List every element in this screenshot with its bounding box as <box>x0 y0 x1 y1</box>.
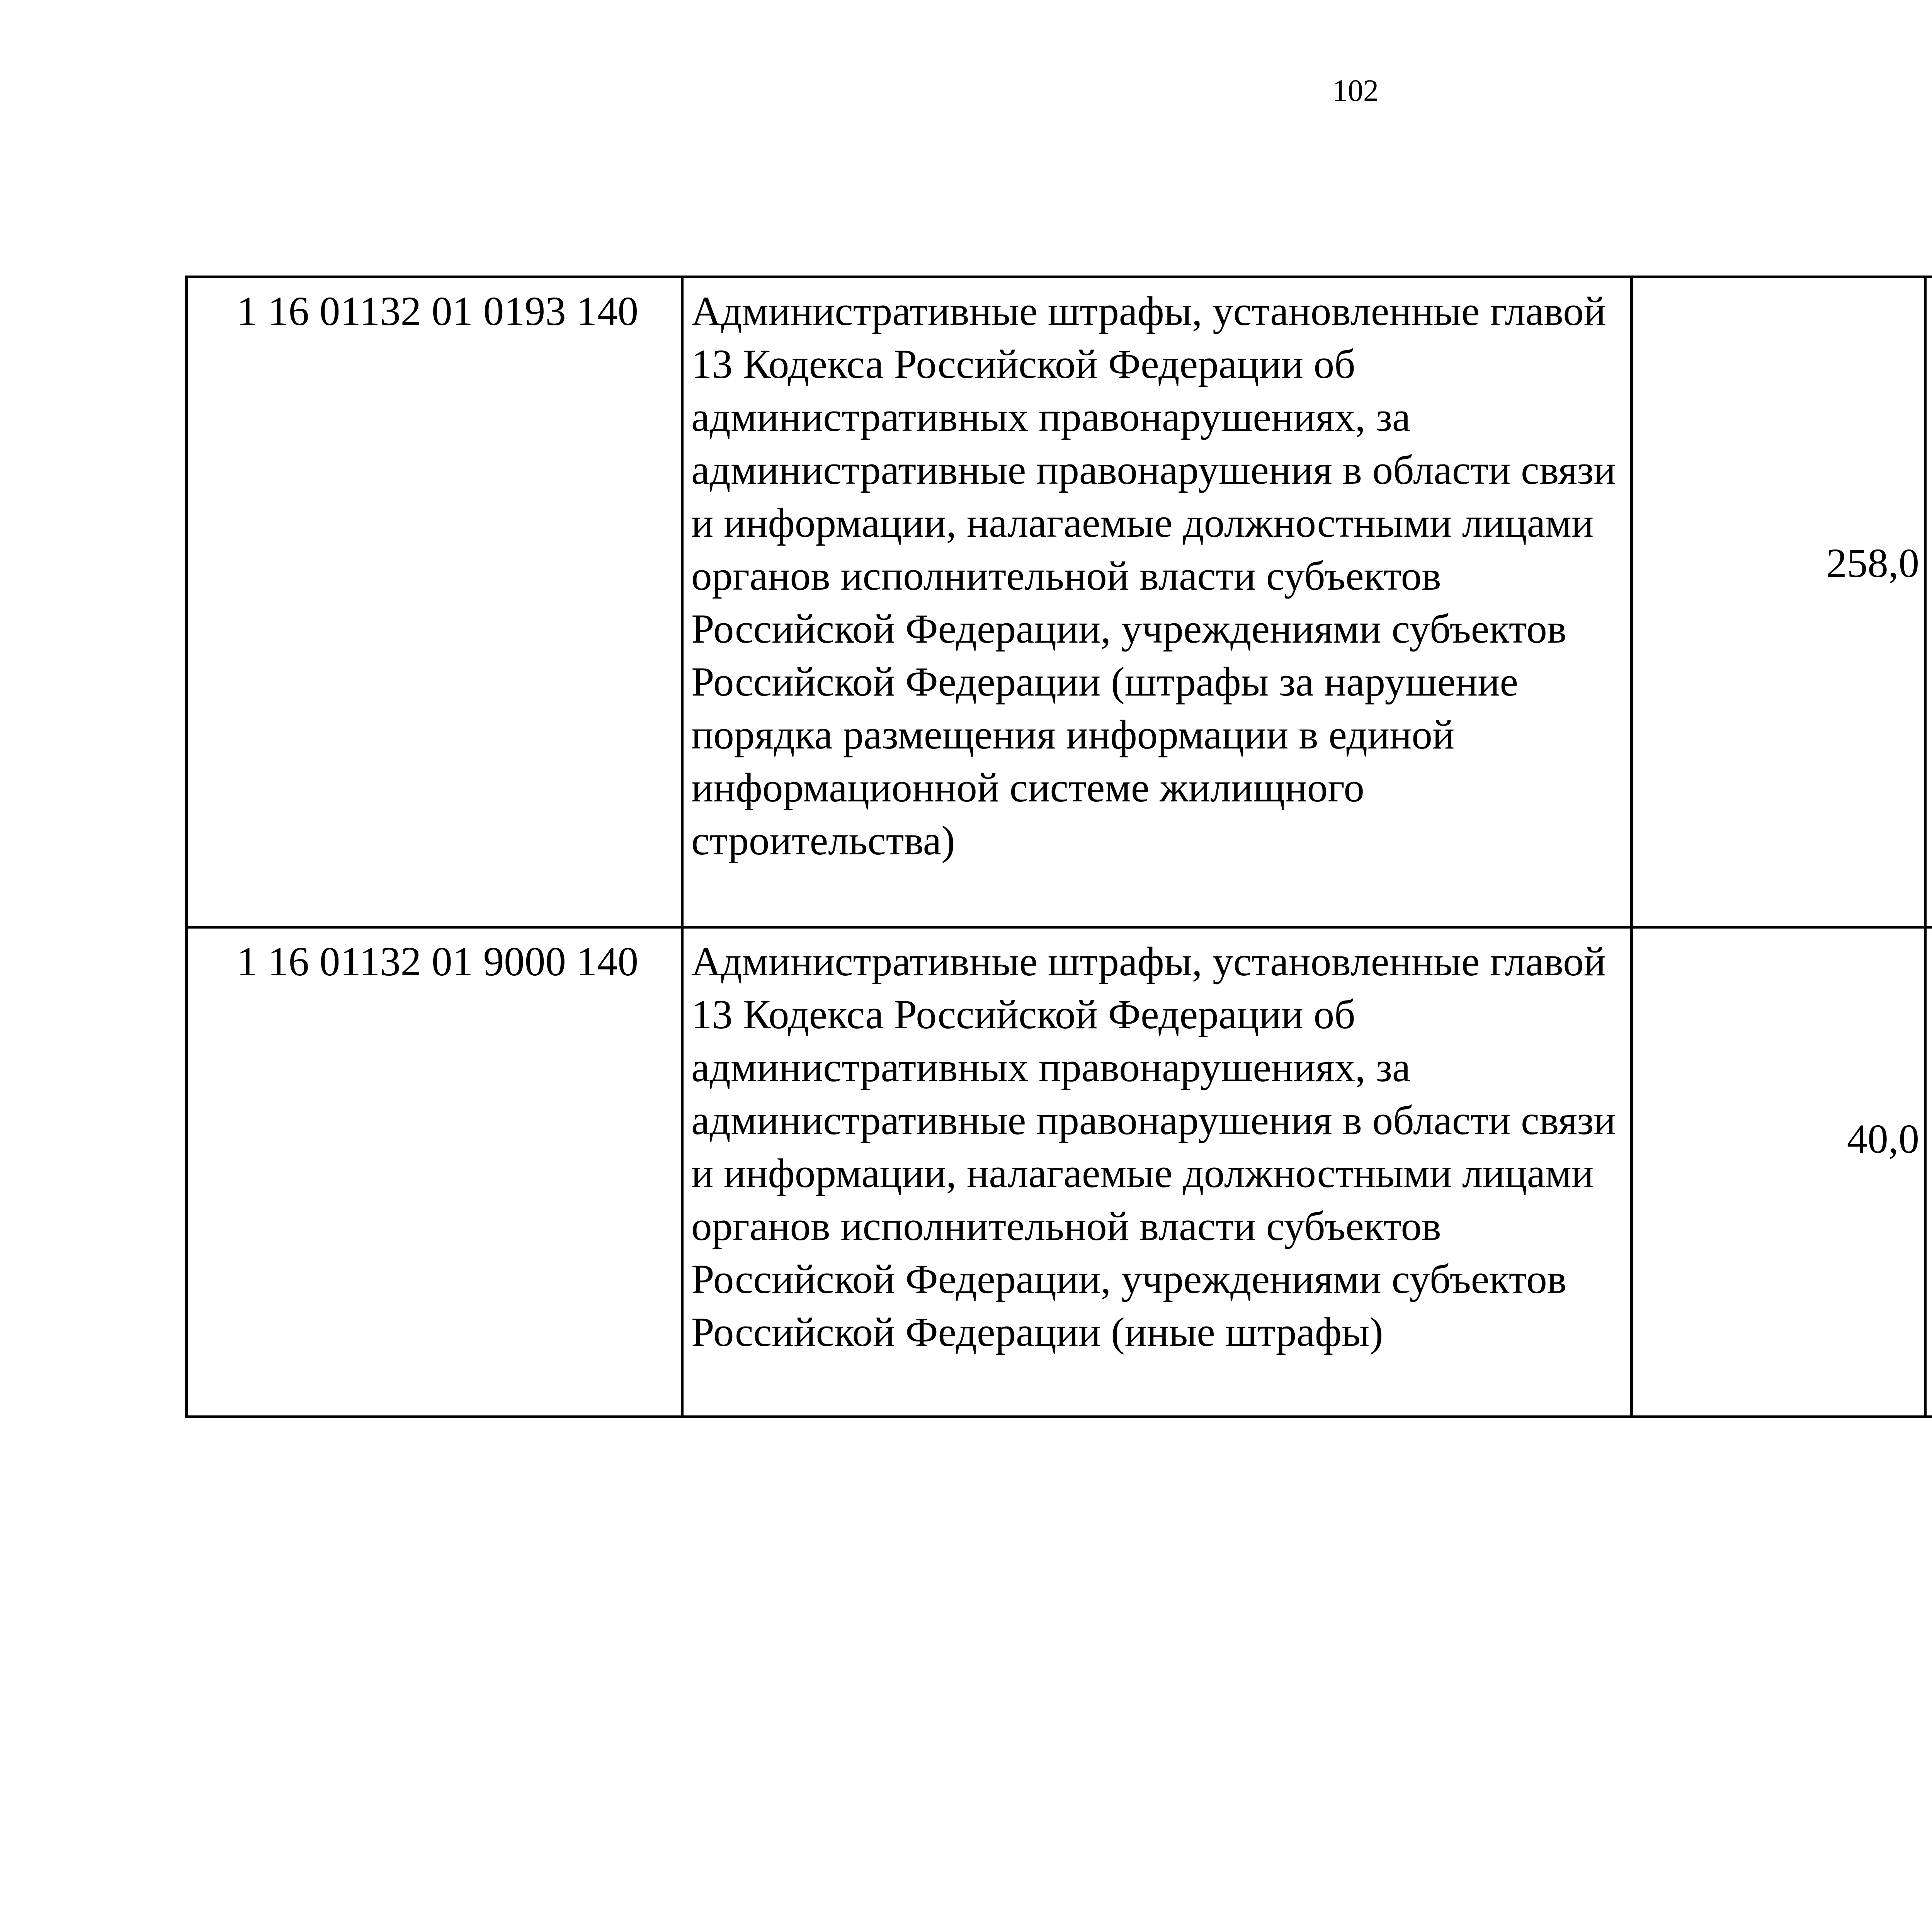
description-cell: Административные штрафы, установленные главой 13 Кодекса Российской Федерации об административных правонарушениях, за административные правонарушения в области связи и информации, налагаемые должностными лицами органов исполнительной власти субъектов Российской Федерации, учреждениями субъектов Российской Федерации (иные штрафы) <box>682 927 1632 1417</box>
value-cell-2 <box>1925 927 1932 1417</box>
budget-code-cell: 1 16 01132 01 9000 140 <box>187 927 682 1417</box>
table-row <box>187 927 1932 1417</box>
description-cell: Административные штрафы, установленные главой 13 Кодекса Российской Федерации об административных правонарушениях, за административные правонарушения в области связи и информации, налагаемые должностными лицами органов исполнительной власти субъектов Российской Федерации, учреждениями субъектов Российской Федерации (штрафы за нарушение порядка размещения информации в единой информационной системе жилищного строительства) <box>682 277 1632 927</box>
value-cell-2 <box>1925 277 1932 927</box>
table-row <box>187 277 1932 927</box>
page-number: 102 <box>1332 74 1379 108</box>
revenue-table <box>185 276 1932 1418</box>
budget-code-cell: 1 16 01132 01 0193 140 <box>187 277 682 927</box>
value-cell-1: 40,0 <box>1632 927 1925 1417</box>
value-cell-1: 258,0 <box>1632 277 1925 927</box>
